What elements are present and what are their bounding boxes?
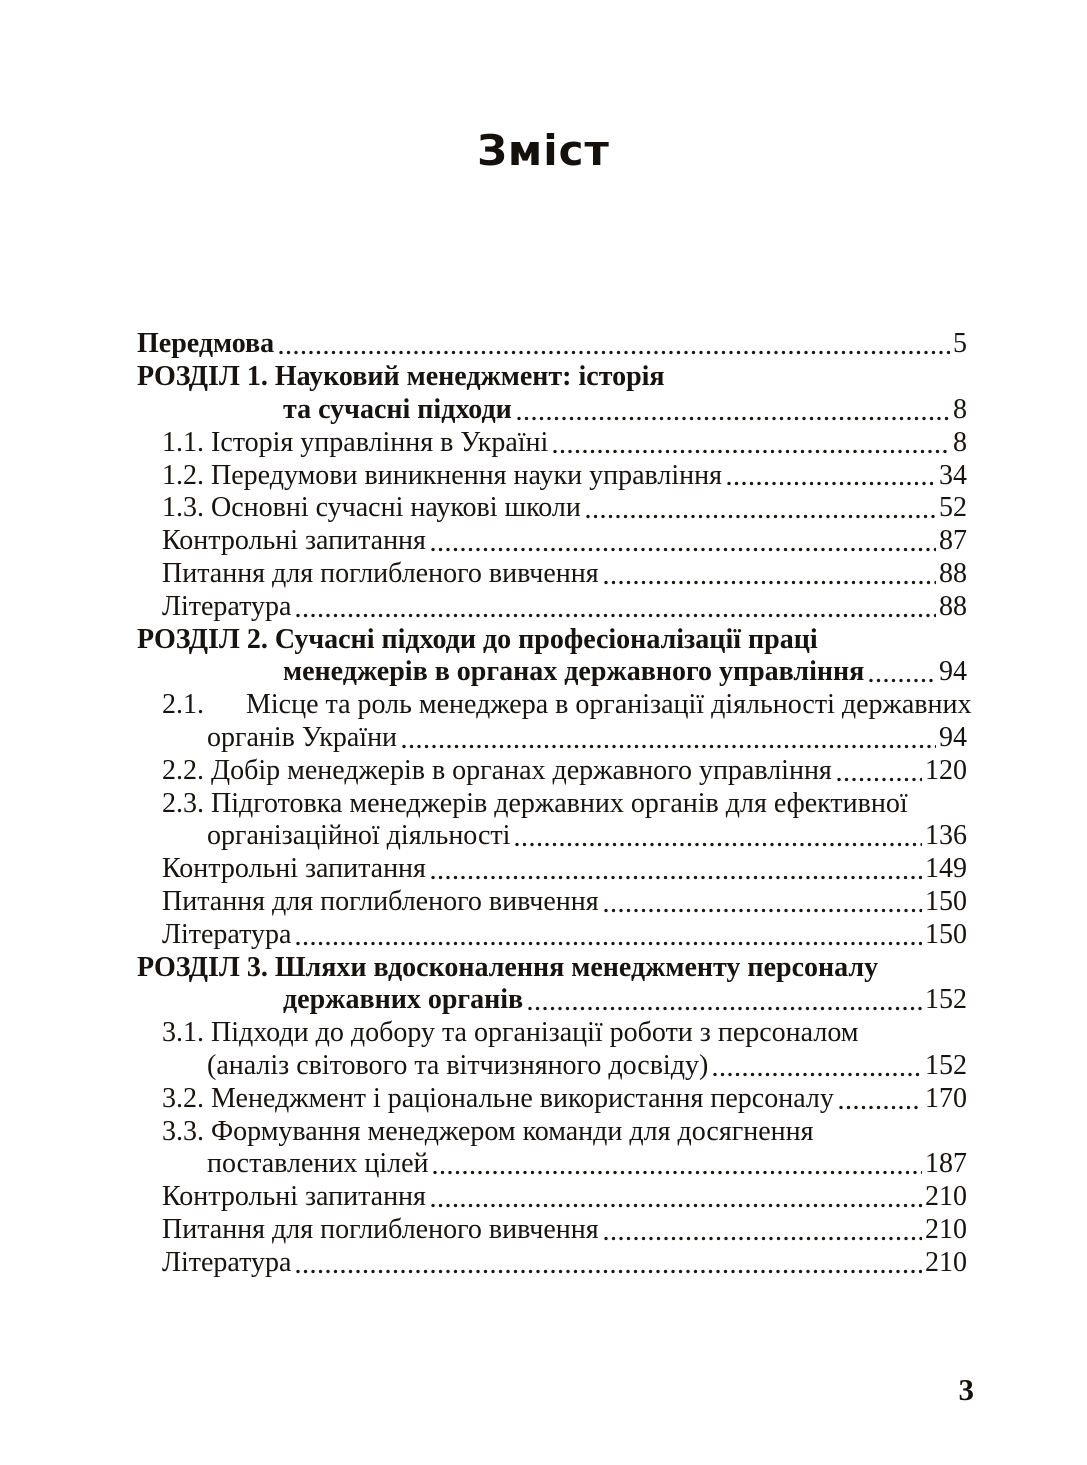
toc-row [162,853,967,886]
toc-row [137,328,967,361]
toc-entry-text: Контрольні запитання [162,1181,426,1213]
toc-row [283,656,967,689]
toc-page-number: 152 [925,1049,967,1081]
toc-page-number: 5 [953,328,967,360]
toc-entry-text: 1.1. Історія управління в Україні [162,426,549,458]
toc-row [162,525,967,558]
dot-leader [727,460,936,493]
dot-leader [528,984,922,1017]
dot-leader [517,394,950,427]
toc-page-number: 150 [925,918,967,950]
dot-leader [837,755,922,788]
toc-row [283,984,967,1017]
toc-entry-text: Література [162,918,292,950]
toc-entry-text: 2.2. Добір менеджерів в органах державного управління [162,754,832,786]
toc-row [162,492,967,525]
toc-page-number: 150 [925,885,967,917]
toc-row [207,722,967,755]
toc-row [162,591,967,624]
toc-entry-text: (аналіз світового та вітчизняного досвіду) [207,1049,709,1081]
toc-entry-text: РОЗДІЛ 3. Шляхи вдосконалення менеджменту персоналу [137,951,879,983]
toc-row [162,1083,967,1116]
toc-entry-text: організаційної діяльності [207,820,511,852]
toc-entry-text: Питання для поглибленого вивчення [162,885,599,917]
toc-page-number: 170 [925,1082,967,1114]
toc-entry-text: 2.3. Підготовка менеджерів державних органів для ефективної [162,787,908,819]
toc-page-number: 34 [939,459,967,491]
toc-entry-text: Література [162,590,292,622]
dot-leader [604,558,936,591]
toc-entry-text: державних органів [283,984,524,1016]
toc-entry-text: органів України [207,721,398,753]
toc-entry-text: Питання для поглибленого вивчення [162,557,599,589]
toc-row [207,820,967,853]
toc-entry-text: менеджерів в органах державного управління [283,656,865,688]
toc-entry-text: Контрольні запитання [162,525,426,557]
toc-page-number: 8 [953,426,967,458]
toc-page-number: 52 [939,492,967,524]
toc-row [162,427,967,460]
dot-leader [604,886,922,919]
dot-leader [296,591,936,624]
toc-entry-text: 3.2. Менеджмент і раціональне використання персоналу [162,1082,834,1114]
toc-entry-text: Література [162,1246,292,1278]
toc-row [137,624,967,657]
dot-leader [431,525,936,558]
toc-list [0,328,1087,1279]
toc-page-number: 210 [925,1181,967,1213]
toc-row [207,1050,967,1083]
toc-row [162,1017,967,1050]
toc-row [162,1181,967,1214]
toc-row [162,689,972,722]
toc-entry-text: Передмова [137,328,275,360]
folio-page-number: 3 [958,1372,974,1407]
toc-entry-text: Контрольні запитання [162,853,426,885]
dot-leader [279,328,950,361]
toc-page-number: 94 [939,656,967,688]
dot-leader [839,1083,922,1116]
toc-entry-text: РОЗДІЛ 2. Сучасні підходи до професіоналізації праці [137,623,818,655]
toc-row [162,886,967,919]
toc-entry-text: РОЗДІЛ 1. Науковий менеджмент: історія [137,361,665,393]
toc-row [162,919,967,952]
toc-row [162,788,967,821]
toc-row [162,1116,967,1149]
toc-row [162,755,967,788]
toc-entry-text: 2.1. Місце та роль менеджера в організації діяльності державних [162,689,972,721]
toc-row [162,460,967,493]
toc-row [137,361,967,394]
toc-page-number: 94 [939,721,967,753]
toc-page-number: 210 [925,1213,967,1245]
dot-leader [431,853,922,886]
dot-leader [586,492,936,525]
toc-row [207,1148,967,1181]
toc-page-number: 210 [925,1246,967,1278]
dot-leader [604,1214,922,1247]
toc-entry-text: 1.2. Передумови виникнення науки управління [162,459,722,491]
toc-row [162,1247,967,1280]
toc-row [162,1214,967,1247]
toc-entry-text: 1.3. Основні сучасні наукові школи [162,492,581,524]
toc-page-number: 136 [925,820,967,852]
dot-leader [402,722,936,755]
toc-page-number: 187 [925,1148,967,1180]
page-title: Зміст [477,126,610,175]
toc-entry-text: 3.1. Підходи до добору та організації роботи з персоналом [162,1017,859,1049]
toc-entry-text: та сучасні підходи [283,393,512,425]
toc-page-number: 88 [939,557,967,589]
dot-leader [553,427,950,460]
toc-page-number: 152 [925,984,967,1016]
toc-entry-text: поставлених цілей [207,1148,429,1180]
toc-row [137,952,967,985]
toc-row [162,558,967,591]
dot-leader [433,1148,922,1181]
dot-leader [869,656,936,689]
dot-leader [515,820,922,853]
toc-page-number: 87 [939,525,967,557]
toc-entry-text: Питання для поглибленого вивчення [162,1213,599,1245]
dot-leader [296,919,922,952]
toc-page-number: 120 [925,754,967,786]
dot-leader [713,1050,922,1083]
toc-page-number: 88 [939,590,967,622]
dot-leader [431,1181,922,1214]
toc-entry-text: 3.3. Формування менеджером команди для досягнення [162,1115,814,1147]
dot-leader [296,1247,922,1280]
toc-page-number: 149 [925,853,967,885]
toc-page-number: 8 [953,393,967,425]
toc-row [283,394,967,427]
